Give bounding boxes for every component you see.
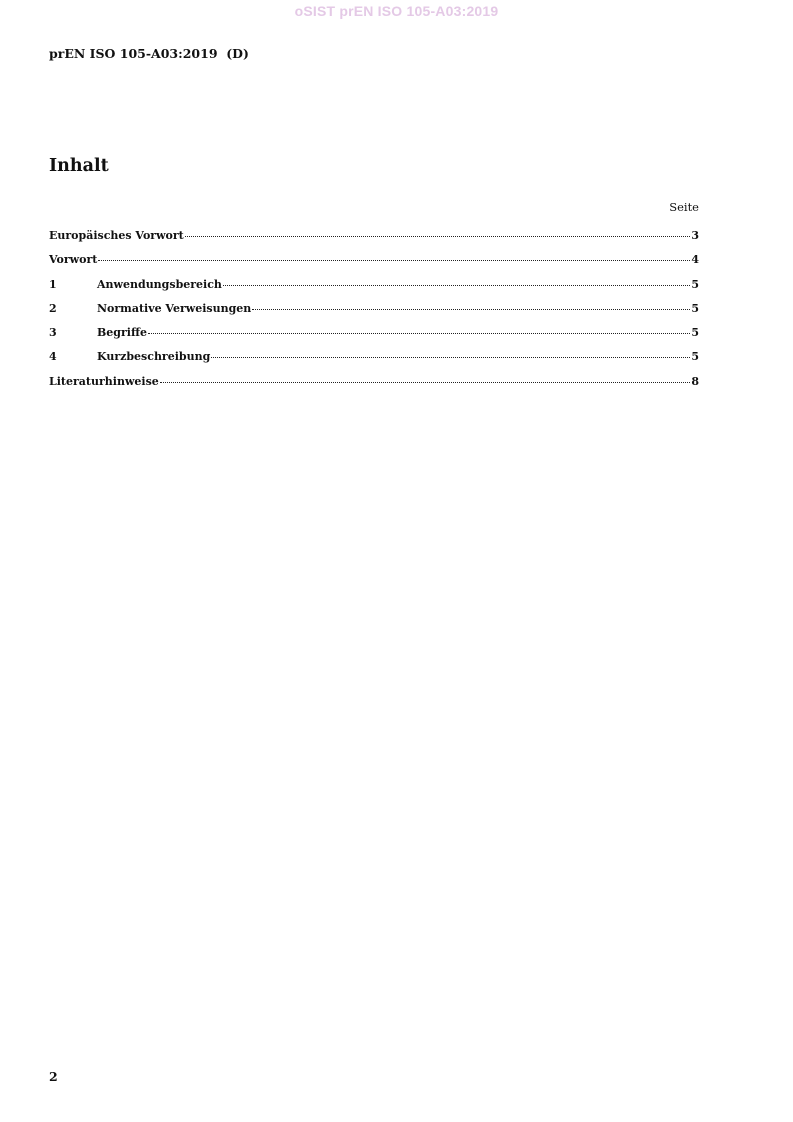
watermark: oSIST prEN ISO 105-A03:2019 bbox=[294, 3, 499, 19]
toc-entry[interactable] bbox=[49, 278, 699, 302]
toc-entry-label[interactable]: Literaturhinweise bbox=[49, 374, 159, 388]
dot-leader bbox=[211, 357, 690, 358]
toc-entry-number: 3 bbox=[49, 326, 57, 340]
toc-entry-label[interactable]: Anwendungsbereich bbox=[97, 277, 222, 291]
dot-leader bbox=[252, 309, 690, 310]
table-of-contents bbox=[49, 229, 699, 399]
toc-entry[interactable] bbox=[49, 229, 699, 253]
dot-leader bbox=[185, 236, 691, 237]
toc-entry-number: 1 bbox=[49, 277, 57, 291]
toc-entry[interactable] bbox=[49, 302, 699, 326]
toc-entry-page: 4 bbox=[691, 253, 699, 267]
page-column-label: Seite bbox=[669, 200, 699, 214]
toc-entry[interactable] bbox=[49, 375, 699, 399]
dot-leader bbox=[98, 260, 690, 261]
dot-leader bbox=[223, 285, 690, 286]
toc-entry-label[interactable]: Begriffe bbox=[97, 326, 147, 340]
toc-entry-page: 5 bbox=[691, 301, 699, 315]
toc-entry-page: 5 bbox=[691, 326, 699, 340]
toc-entry-page: 5 bbox=[691, 277, 699, 291]
toc-entry-page: 3 bbox=[691, 229, 699, 242]
toc-entry[interactable] bbox=[49, 326, 699, 350]
toc-entry-page: 8 bbox=[691, 374, 699, 388]
toc-entry-label[interactable]: Normative Verweisungen bbox=[97, 301, 252, 315]
dot-leader bbox=[148, 333, 690, 334]
toc-entry-label[interactable]: Vorwort bbox=[49, 253, 98, 267]
toc-entry-page: 5 bbox=[691, 350, 699, 364]
toc-entry-number: 2 bbox=[49, 301, 57, 315]
toc-entry-label[interactable]: Kurzbeschreibung bbox=[97, 350, 211, 364]
document-id-header: prEN ISO 105-A03:2019 (D) bbox=[49, 46, 249, 61]
toc-entry[interactable] bbox=[49, 350, 699, 374]
toc-entry[interactable] bbox=[49, 253, 699, 277]
dot-leader bbox=[160, 382, 691, 383]
page-number: 2 bbox=[49, 1069, 58, 1084]
toc-entry-label[interactable]: Europäisches Vorwort bbox=[49, 229, 184, 242]
toc-title: Inhalt bbox=[49, 156, 109, 176]
toc-entry-number: 4 bbox=[49, 350, 57, 364]
